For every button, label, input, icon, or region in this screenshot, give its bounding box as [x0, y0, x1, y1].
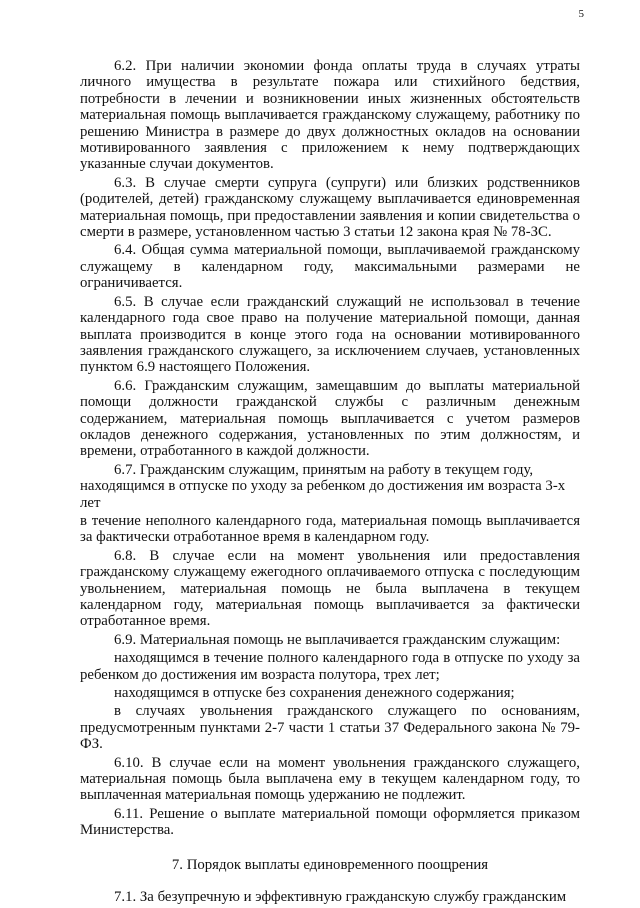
paragraph-7-1: 7.1. За безупречную и эффективную гражданскую службу гражданским: [114, 889, 567, 906]
section-heading-7: 7. Порядок выплаты единовременного поощрения: [171, 856, 489, 873]
paragraph-6-9-item-3: в случаях увольнения гражданского служащего по основаниям, предусмотренным пунктами 2-7 части 1 статьи 37 Федерального закона № 79-ФЗ.: [80, 703, 580, 753]
paragraph-6-7-continuation: в течение неполного календарного года, материальная помощь выплачивается за фактически отработанное время в календарном году.: [80, 512, 580, 546]
page-number: 5: [578, 8, 584, 20]
paragraph-6-9-item-1: находящимся в течение полного календарного года в отпуске по уходу за ребенком до достижения им возраста полутора, трех лет;: [80, 650, 580, 683]
paragraph-6-5: 6.5. В случае если гражданский служащий не использовал в течение календарного года свое право на получение материальной помощи, данная выплата производится в конце этого года на основании мотивированного заявления гражданского служащего, за исключением случаев, установленных пунктом 6.9 настоящего Положения.: [80, 293, 580, 376]
paragraph-6-7: 6.7. Гражданским служащим, принятым на работу в текущем году, находящимся в отпуске по уходу за ребенком до достижения им возраста 3-х лет: [80, 461, 566, 511]
paragraph-6-4: 6.4. Общая сумма материальной помощи, выплачиваемой гражданскому служащему в календарном году, максимальными размерами не ограничивается.: [80, 242, 580, 292]
paragraph-6-9: 6.9. Материальная помощь не выплачивается гражданским служащим:: [114, 631, 561, 648]
document-body: [80, 58, 580, 908]
paragraph-6-10: 6.10. В случае если на момент увольнения гражданского служащего, материальная помощь была выплачена ему в текущем календарном году, то выплаченная материальная помощь удержанию не подлежит.: [80, 754, 580, 804]
paragraph-6-11: 6.11. Решение о выплате материальной помощи оформляется приказом Министерства.: [80, 805, 580, 839]
paragraph-6-2: 6.2. При наличии экономии фонда оплаты труда в случаях утраты личного имущества в результате пожара или стихийного бедствия, потребности в лечении и возникновении иных жизненных обстоятельств материальная помощь выплачивается гражданскому служащему, работнику по решению Министра в размере до двух должностных окладов на основании мотивированного заявления с приложением к нему подтверждающих указанные случаи документов.: [80, 58, 580, 173]
paragraph-6-3: 6.3. В случае смерти супруга (супруги) или близких родственников (родителей, детей) гражданскому служащему выплачивается единовременная материальная помощь, при предоставлении заявления и копии свидетельства о смерти в размере, установленном частью 3 статьи 12 закона края № 78-ЗС.: [80, 174, 580, 241]
paragraph-6-8: 6.8. В случае если на момент увольнения или предоставления гражданскому служащему ежегодного оплачиваемого отпуска с последующим увольнением, материальная помощь не была выплачена в текущем календарном году, материальная помощь выплачивается за фактически отработанное время.: [80, 547, 580, 630]
paragraph-6-9-item-2: находящимся в отпуске без сохранения денежного содержания;: [114, 685, 515, 702]
paragraph-6-6: 6.6. Гражданским служащим, замещавшим до выплаты материальной помощи должности гражданской службы с различным денежным содержанием, материальная помощь выплачивается с учетом размеров окладов денежного содержания, установленных по этим должностям, и времени, отработанного в каждой должности.: [80, 377, 580, 460]
